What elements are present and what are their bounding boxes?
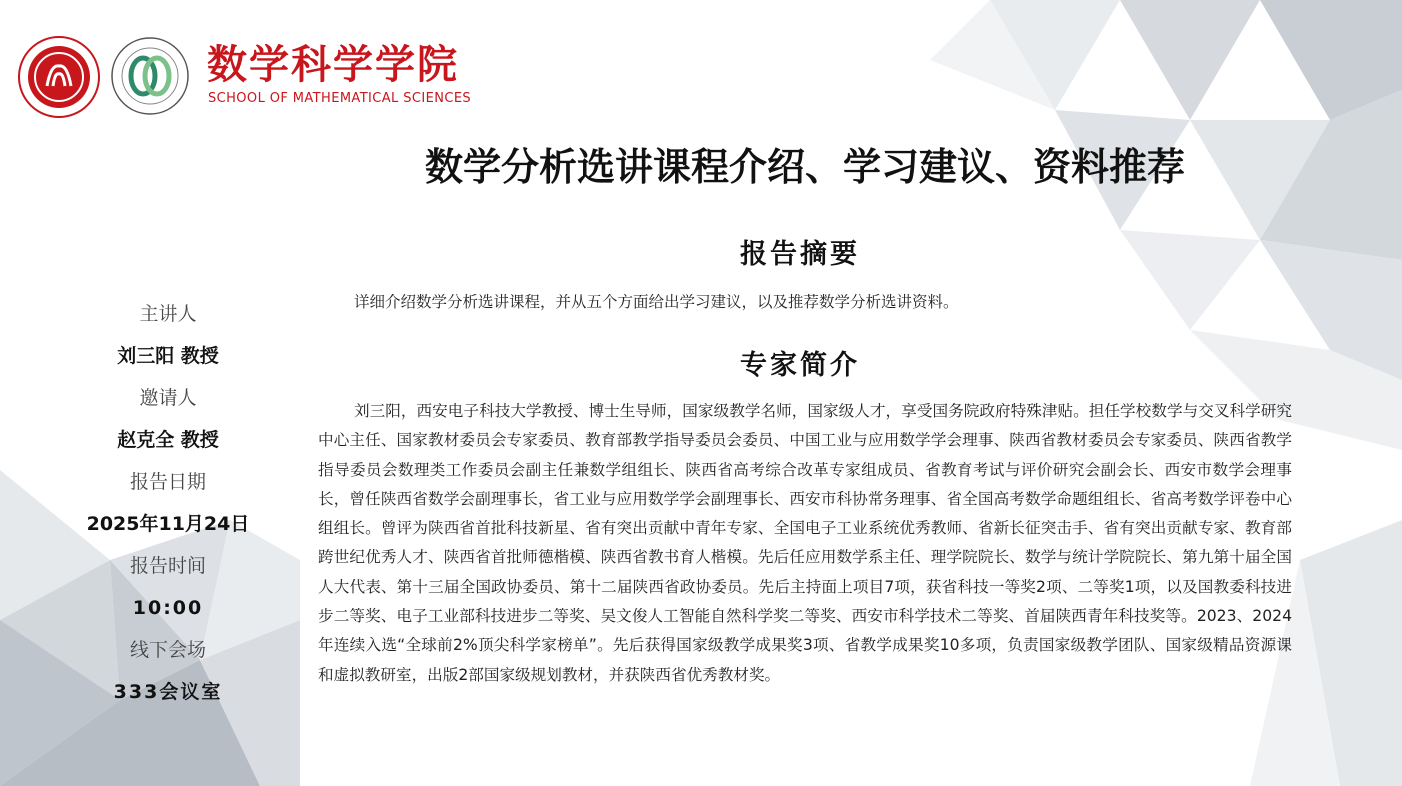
venue-value: 333会议室 [113, 681, 223, 703]
school-name-english: SCHOOL OF MATHEMATICAL SCIENCES [208, 91, 472, 106]
abstract-text: 详细介绍数学分析选讲课程，并从五个方面给出学习建议，以及推荐数学分析选讲资料。 [354, 293, 959, 311]
bg-shape [1120, 0, 1260, 120]
venue-label: 线下会场 [129, 639, 206, 661]
school-name: 数学科学学院 [207, 42, 459, 88]
event-info-panel [42, 298, 294, 718]
inviter-value: 赵克全 教授 [117, 429, 219, 451]
expert-bio-text: 刘三阳，西安电子科技大学教授、博士生导师，国家级教学名师，国家级人才，享受国务院政府特殊津贴。担任学校数学与交叉科学研究中心主任、国家教材委员会专家委员、教育部教学指导委员会委员、中国工业与应用数学学会理事、陕西省教材委员会专家委员、陕西省教学指导委员会数理类工作委员会副主任兼数学组组长、陕西省高考综合改革专家组成员、省教育考试与评价研究会副会长、西安市数学会理事长，曾任陕西省数学会副理事长，省工业与应用数学学会副理事长、西安市科协常务理事、省全国高考数学命题组组长、省高考数学评卷中心组组长。曾评为陕西省首批科技新星、省有突出贡献中青年专家、全国电子工业系统优秀教师、省新长征突击手、省有突出贡献专家、教育部跨世纪优秀人才、陕西省首批师德楷模、陕西省教书育人楷模。先后任应用数学系主任、理学院院长、数学与统计学院院长、第九第十届全国人大代表、第十三届全国政协委员、第十二届陕西省政协委员。先后主持面上项目7项，获省科技一等奖2项、二等奖1项，以及国教委科技进步二等奖、电子工业部科技进步二等奖、吴文俊人工智能自然科学奖二等奖、西安市科学技术二等奖、首届陕西青年科技奖等。2023、2024年连续入选“全球前2%顶尖科学家榜单”。先后获得国家级教学成果奖3项、省教学成果奖10多项，负责国家级教学团队、国家级精品资源课和虚拟教研室，出版2部国家级规划教材，并获陕西省优秀教材奖。 [318, 402, 1292, 684]
university-logo-icon [18, 36, 100, 118]
expert-heading: 专家简介 [740, 350, 860, 381]
date-value: 2025年11月24日 [86, 513, 250, 535]
time-label: 报告时间 [129, 555, 206, 577]
inviter-label: 邀请人 [139, 387, 197, 409]
page-title: 数学分析选讲课程介绍、学习建议、资料推荐 [424, 145, 1185, 189]
abstract-heading: 报告摘要 [740, 239, 860, 270]
school-logo-icon [110, 36, 190, 116]
time-value: 10:00 [132, 597, 204, 619]
speaker-value: 刘三阳 教授 [117, 345, 219, 367]
bg-shape [1120, 230, 1260, 330]
date-label: 报告日期 [129, 471, 206, 493]
speaker-label: 主讲人 [139, 303, 197, 325]
